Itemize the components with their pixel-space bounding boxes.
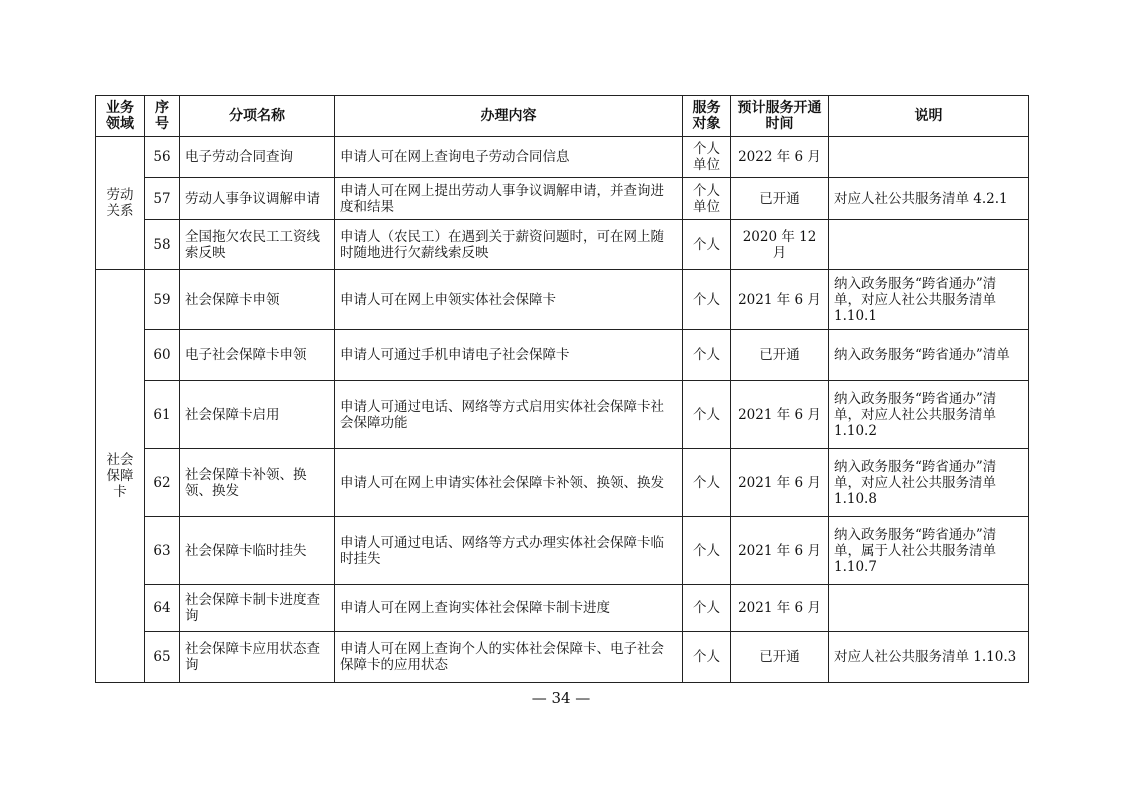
target-cell: 个人	[683, 517, 731, 585]
seq-cell: 57	[145, 178, 180, 220]
content-cell: 申请人可通过电话、网络等方式办理实体社会保障卡临时挂失	[335, 517, 683, 585]
header-seq: 序号	[145, 96, 180, 137]
note-cell: 纳入政务服务“跨省通办”清单，对应人社公共服务清单 1.10.2	[829, 381, 1029, 449]
header-target: 服务对象	[683, 96, 731, 137]
table-row	[96, 330, 1029, 381]
item-cell: 劳动人事争议调解申请	[180, 178, 335, 220]
content-cell: 申请人可通过电话、网络等方式启用实体社会保障卡社会保障功能	[335, 381, 683, 449]
note-cell: 纳入政务服务“跨省通办”清单，对应人社公共服务清单 1.10.1	[829, 270, 1029, 330]
target-cell: 个人	[683, 220, 731, 270]
note-cell: 对应人社公共服务清单 1.10.3	[829, 632, 1029, 683]
table-row	[96, 220, 1029, 270]
domain-cell: 劳动关系	[96, 137, 145, 270]
item-cell: 社会保障卡应用状态查询	[180, 632, 335, 683]
seq-cell: 58	[145, 220, 180, 270]
header-content: 办理内容	[335, 96, 683, 137]
time-cell: 2020 年 12 月	[731, 220, 829, 270]
time-cell: 2021 年 6 月	[731, 449, 829, 517]
note-cell	[829, 585, 1029, 632]
table-row	[96, 270, 1029, 330]
target-cell: 个人	[683, 270, 731, 330]
note-cell: 对应人社公共服务清单 4.2.1	[829, 178, 1029, 220]
seq-cell: 65	[145, 632, 180, 683]
content-cell: 申请人可通过手机申请电子社会保障卡	[335, 330, 683, 381]
header-item: 分项名称	[180, 96, 335, 137]
target-cell: 个人	[683, 632, 731, 683]
domain-cell: 社会保障卡	[96, 270, 145, 683]
item-cell: 电子社会保障卡申领	[180, 330, 335, 381]
service-table	[95, 95, 1029, 683]
content-cell: 申请人可在网上查询个人的实体社会保障卡、电子社会保障卡的应用状态	[335, 632, 683, 683]
seq-cell: 60	[145, 330, 180, 381]
item-cell: 社会保障卡申领	[180, 270, 335, 330]
seq-cell: 59	[145, 270, 180, 330]
seq-cell: 63	[145, 517, 180, 585]
note-cell: 纳入政务服务“跨省通办”清单，对应人社公共服务清单 1.10.8	[829, 449, 1029, 517]
table-row	[96, 381, 1029, 449]
content-cell: 申请人可在网上查询实体社会保障卡制卡进度	[335, 585, 683, 632]
time-cell: 2021 年 6 月	[731, 381, 829, 449]
time-cell: 已开通	[731, 178, 829, 220]
table-row	[96, 178, 1029, 220]
time-cell: 2021 年 6 月	[731, 585, 829, 632]
table-row	[96, 585, 1029, 632]
note-cell: 纳入政务服务“跨省通办”清单，属于人社公共服务清单 1.10.7	[829, 517, 1029, 585]
table-row	[96, 632, 1029, 683]
page-number: — 34 —	[531, 689, 591, 707]
seq-cell: 62	[145, 449, 180, 517]
target-cell: 个人	[683, 330, 731, 381]
header-note: 说明	[829, 96, 1029, 137]
content-cell: 申请人可在网上申请实体社会保障卡补领、换领、换发	[335, 449, 683, 517]
time-cell: 已开通	[731, 632, 829, 683]
time-cell: 2021 年 6 月	[731, 517, 829, 585]
content-cell: 申请人（农民工）在遇到关于薪资问题时，可在网上随时随地进行欠薪线索反映	[335, 220, 683, 270]
table-row	[96, 449, 1029, 517]
note-cell	[829, 137, 1029, 178]
note-cell: 纳入政务服务“跨省通办”清单	[829, 330, 1029, 381]
seq-cell: 64	[145, 585, 180, 632]
seq-cell: 61	[145, 381, 180, 449]
time-cell: 2021 年 6 月	[731, 270, 829, 330]
target-cell: 个人	[683, 585, 731, 632]
table-row	[96, 517, 1029, 585]
content-cell: 申请人可在网上查询电子劳动合同信息	[335, 137, 683, 178]
item-cell: 社会保障卡制卡进度查询	[180, 585, 335, 632]
item-cell: 全国拖欠农民工工资线索反映	[180, 220, 335, 270]
note-cell	[829, 220, 1029, 270]
target-cell: 个人单位	[683, 178, 731, 220]
target-cell: 个人	[683, 381, 731, 449]
header-time: 预计服务开通时间	[731, 96, 829, 137]
item-cell: 社会保障卡补领、换领、换发	[180, 449, 335, 517]
table-row	[96, 137, 1029, 178]
header-domain: 业务领域	[96, 96, 145, 137]
target-cell: 个人	[683, 449, 731, 517]
item-cell: 电子劳动合同查询	[180, 137, 335, 178]
item-cell: 社会保障卡临时挂失	[180, 517, 335, 585]
seq-cell: 56	[145, 137, 180, 178]
target-cell: 个人单位	[683, 137, 731, 178]
item-cell: 社会保障卡启用	[180, 381, 335, 449]
header-row	[96, 96, 1029, 137]
time-cell: 2022 年 6 月	[731, 137, 829, 178]
time-cell: 已开通	[731, 330, 829, 381]
content-cell: 申请人可在网上申领实体社会保障卡	[335, 270, 683, 330]
content-cell: 申请人可在网上提出劳动人事争议调解申请，并查询进度和结果	[335, 178, 683, 220]
